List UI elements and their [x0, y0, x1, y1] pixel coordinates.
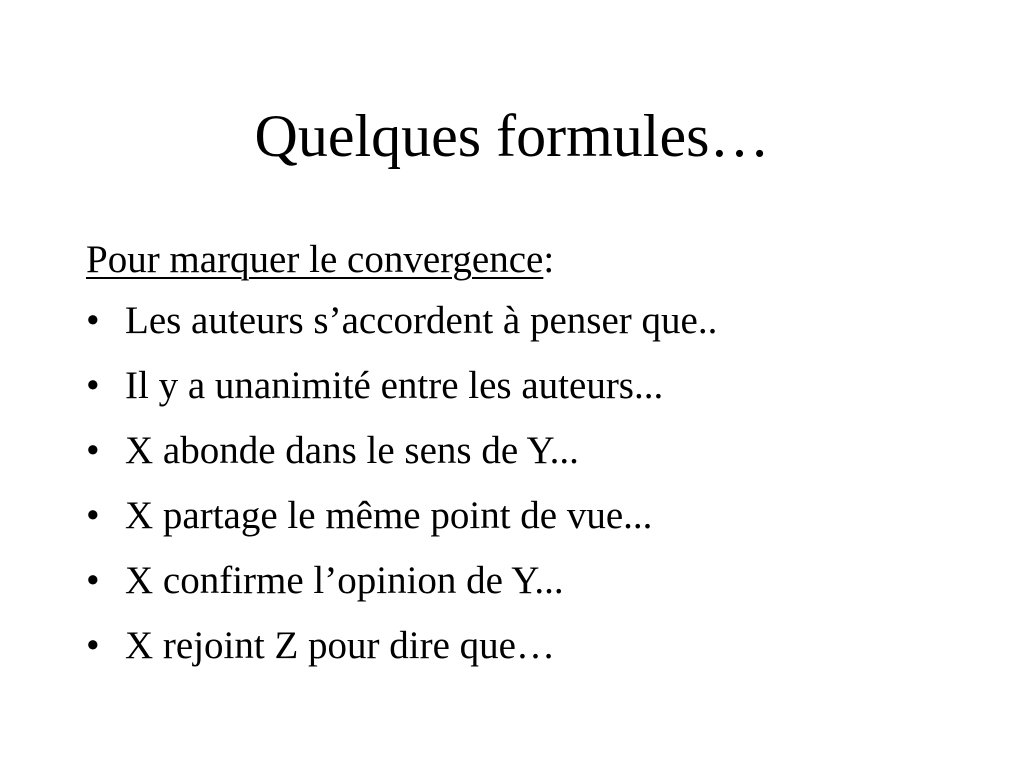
bullet-text: X confirme l’opinion de Y... [125, 559, 564, 602]
bullet-item [86, 418, 966, 483]
bullet-text: X partage le même point de vue... [125, 494, 653, 537]
bullet-item [86, 483, 966, 548]
section-heading-text: Pour marquer le convergence [86, 238, 544, 281]
section-heading [86, 232, 966, 288]
bullet-text: Il y a unanimité entre les auteurs... [125, 364, 664, 407]
bullet-text: X rejoint Z pour dire que… [125, 624, 555, 667]
bullet-icon: • [86, 429, 100, 472]
bullet-icon: • [86, 299, 100, 342]
bullet-icon: • [86, 364, 100, 407]
slide-title: Quelques formules… [254, 103, 770, 169]
bullet-item [86, 288, 966, 353]
bullet-item [86, 613, 966, 678]
slide-body [86, 232, 966, 678]
section-heading-colon: : [543, 238, 555, 281]
bullet-icon: • [86, 494, 100, 537]
bullet-text: X abonde dans le sens de Y... [125, 429, 579, 472]
bullet-text: Les auteurs s’accordent à penser que.. [125, 299, 718, 342]
bullet-icon: • [86, 559, 100, 602]
bullet-item [86, 353, 966, 418]
bullet-icon: • [86, 624, 100, 667]
bullet-item [86, 548, 966, 613]
bullet-list [86, 288, 966, 678]
